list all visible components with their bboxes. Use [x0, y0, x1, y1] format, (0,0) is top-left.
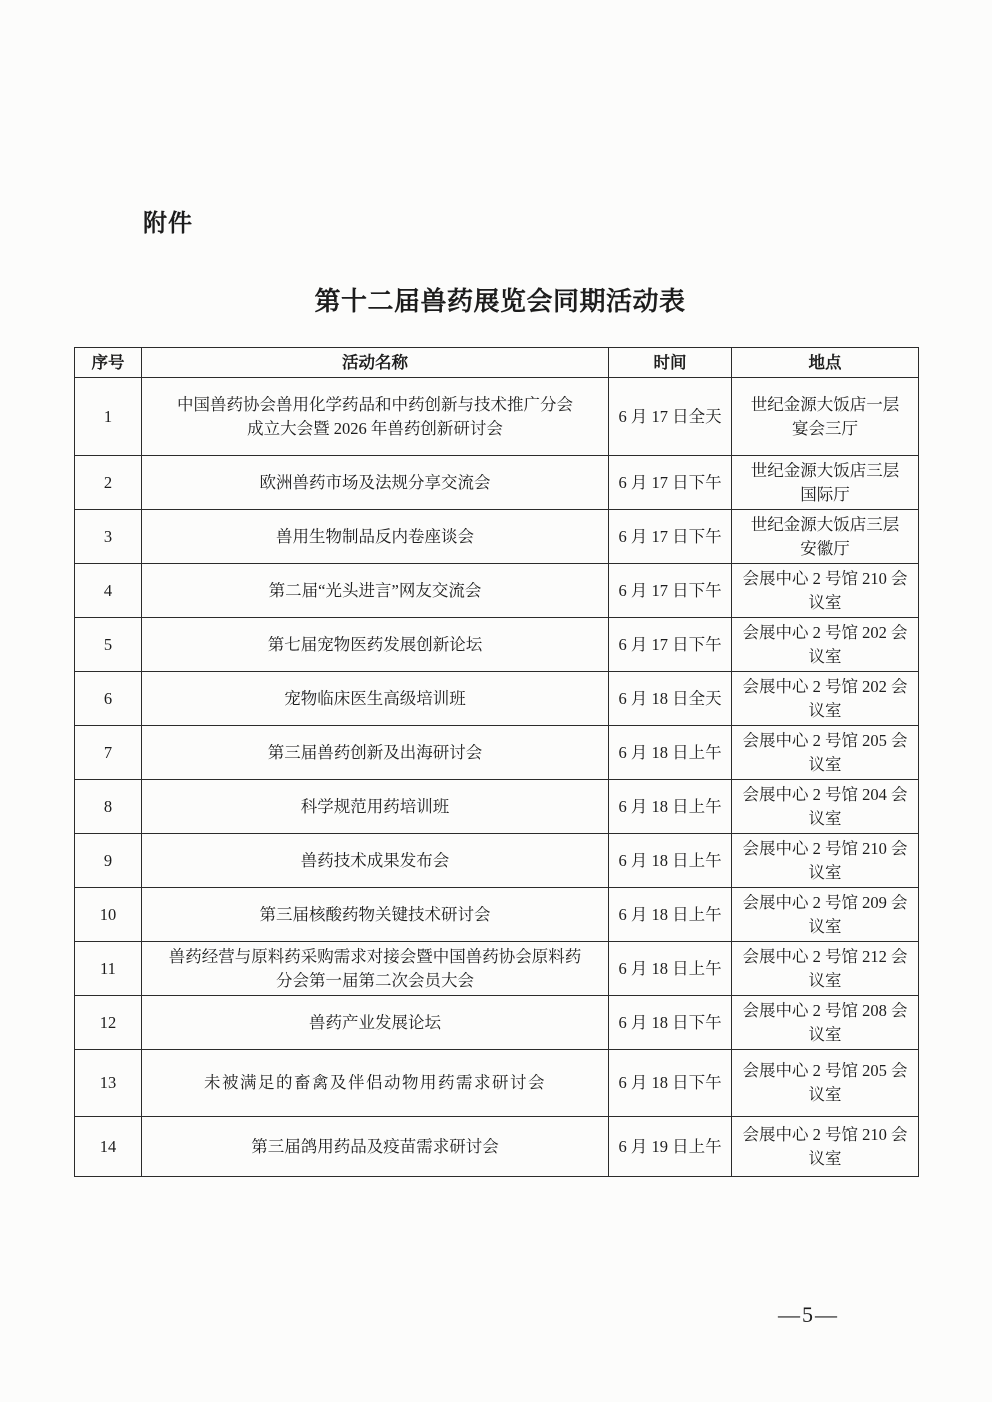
location-cell: 世纪金源大饭店三层 国际厅: [732, 456, 919, 510]
activity-name-cell: 兽药经营与原料药采购需求对接会暨中国兽药协会原料药 分会第一届第二次会员大会: [142, 942, 609, 996]
table-row: [75, 1050, 919, 1117]
serial-number-cell: 14: [75, 1117, 142, 1177]
activity-name-cell: 兽药产业发展论坛: [142, 996, 609, 1050]
table-row: [75, 456, 919, 510]
serial-number-cell: 13: [75, 1050, 142, 1117]
location-cell: 会展中心 2 号馆 210 会 议室: [732, 564, 919, 618]
header-serial-number: 序号: [75, 348, 142, 378]
time-cell: 6 月 17 日下午: [609, 618, 732, 672]
activity-name-cell: 第三届鸽用药品及疫苗需求研讨会: [142, 1117, 609, 1177]
serial-number-cell: 8: [75, 780, 142, 834]
time-cell: 6 月 18 日上午: [609, 888, 732, 942]
serial-number-cell: 12: [75, 996, 142, 1050]
header-activity-name: 活动名称: [142, 348, 609, 378]
header-location: 地点: [732, 348, 919, 378]
table-row: [75, 564, 919, 618]
activity-name-cell: 第七届宠物医药发展创新论坛: [142, 618, 609, 672]
table-row: [75, 378, 919, 456]
serial-number-cell: 3: [75, 510, 142, 564]
page-number: —5—: [778, 1302, 839, 1327]
time-cell: 6 月 18 日上午: [609, 726, 732, 780]
location-cell: 会展中心 2 号馆 212 会 议室: [732, 942, 919, 996]
location-cell: 世纪金源大饭店三层 安徽厅: [732, 510, 919, 564]
activity-name-cell: 中国兽药协会兽用化学药品和中药创新与技术推广分会 成立大会暨 2026 年兽药创新研讨会: [142, 378, 609, 456]
location-cell: 会展中心 2 号馆 210 会 议室: [732, 834, 919, 888]
time-cell: 6 月 18 日全天: [609, 672, 732, 726]
serial-number-cell: 6: [75, 672, 142, 726]
time-cell: 6 月 18 日下午: [609, 1050, 732, 1117]
serial-number-cell: 4: [75, 564, 142, 618]
location-cell: 会展中心 2 号馆 209 会 议室: [732, 888, 919, 942]
location-cell: 会展中心 2 号馆 210 会 议室: [732, 1117, 919, 1177]
table-row: [75, 942, 919, 996]
activity-name-cell: 欧洲兽药市场及法规分享交流会: [142, 456, 609, 510]
table-row: [75, 888, 919, 942]
location-cell: 会展中心 2 号馆 202 会 议室: [732, 618, 919, 672]
time-cell: 6 月 19 日上午: [609, 1117, 732, 1177]
activity-name-cell: 兽药技术成果发布会: [142, 834, 609, 888]
time-cell: 6 月 17 日全天: [609, 378, 732, 456]
header-time: 时间: [609, 348, 732, 378]
serial-number-cell: 7: [75, 726, 142, 780]
attachment-label: 附件: [143, 209, 193, 237]
table-row: [75, 672, 919, 726]
table-row: [75, 510, 919, 564]
location-cell: 世纪金源大饭店一层 宴会三厅: [732, 378, 919, 456]
serial-number-cell: 9: [75, 834, 142, 888]
time-cell: 6 月 17 日下午: [609, 564, 732, 618]
location-cell: 会展中心 2 号馆 202 会 议室: [732, 672, 919, 726]
table-row: [75, 726, 919, 780]
time-cell: 6 月 18 日上午: [609, 780, 732, 834]
table-header-row: [75, 348, 919, 378]
activity-name-cell: 第三届兽药创新及出海研讨会: [142, 726, 609, 780]
time-cell: 6 月 17 日下午: [609, 510, 732, 564]
table-row: [75, 618, 919, 672]
activity-name-cell: 兽用生物制品反内卷座谈会: [142, 510, 609, 564]
activity-name-cell: 未被满足的畜禽及伴侣动物用药需求研讨会: [142, 1050, 609, 1117]
time-cell: 6 月 18 日下午: [609, 996, 732, 1050]
serial-number-cell: 1: [75, 378, 142, 456]
location-cell: 会展中心 2 号馆 205 会 议室: [732, 726, 919, 780]
table-row: [75, 1117, 919, 1177]
activity-name-cell: 科学规范用药培训班: [142, 780, 609, 834]
location-cell: 会展中心 2 号馆 208 会 议室: [732, 996, 919, 1050]
time-cell: 6 月 18 日上午: [609, 942, 732, 996]
location-cell: 会展中心 2 号馆 205 会 议室: [732, 1050, 919, 1117]
serial-number-cell: 2: [75, 456, 142, 510]
serial-number-cell: 10: [75, 888, 142, 942]
table-row: [75, 780, 919, 834]
time-cell: 6 月 18 日上午: [609, 834, 732, 888]
time-cell: 6 月 17 日下午: [609, 456, 732, 510]
activity-name-cell: 宠物临床医生高级培训班: [142, 672, 609, 726]
serial-number-cell: 5: [75, 618, 142, 672]
location-cell: 会展中心 2 号馆 204 会 议室: [732, 780, 919, 834]
activity-name-cell: 第二届“光头进言”网友交流会: [142, 564, 609, 618]
table-row: [75, 996, 919, 1050]
activity-name-cell: 第三届核酸药物关键技术研讨会: [142, 888, 609, 942]
document-title: 第十二届兽药展览会同期活动表: [314, 287, 686, 316]
activity-schedule-table: [74, 347, 919, 1177]
serial-number-cell: 11: [75, 942, 142, 996]
table-row: [75, 834, 919, 888]
